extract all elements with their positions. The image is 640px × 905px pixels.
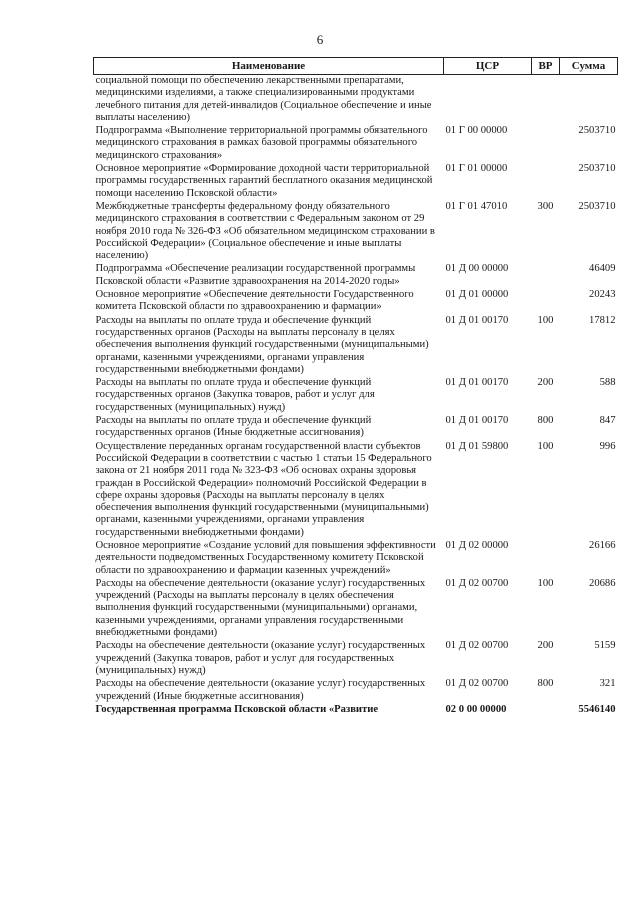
row-name: Основное мероприятие «Обеспечение деятельности Государственного комитета Псковской области по здравоохранению и фармации» <box>95 289 414 313</box>
row-vr: 100 <box>537 577 554 589</box>
table-row <box>94 704 618 717</box>
row-vr: 800 <box>537 678 554 690</box>
table-body <box>94 75 618 718</box>
row-vr: 100 <box>537 314 554 326</box>
header-sum: Сумма <box>560 58 618 75</box>
row-csr: 01 Д 02 00700 <box>445 577 509 589</box>
page-number: 6 <box>316 32 324 47</box>
row-name: Основное мероприятие «Формирование доходной части территориальной программы государственных гарантий бесплатного оказания медицинской помощи населению Псковской области» <box>95 163 433 199</box>
table-header <box>94 58 618 75</box>
row-name: Государственная программа Псковской области «Развитие <box>95 703 379 715</box>
row-name: Расходы на выплаты по оплате труда и обеспечение функций государственных органов (Иные бюджетные ассигнования) <box>95 415 372 439</box>
header-vr: ВР <box>532 58 560 75</box>
row-name: Подпрограмма «Выполнение территориальной программы обязательного медицинского страхования в рамках базовой программы обязательного медицинского страхования» <box>95 125 428 161</box>
row-sum: 2503710 <box>578 163 616 175</box>
row-vr <box>532 163 560 201</box>
row-vr <box>532 263 560 289</box>
row-name: Расходы на обеспечение деятельности (оказание услуг) государственных учреждений (Закупка товаров, работ и услуг для государственных (муниципальных) нужд) <box>95 640 426 676</box>
table-row <box>94 540 618 578</box>
row-sum: 5546140 <box>578 703 616 715</box>
table-row <box>94 263 618 289</box>
table-row <box>94 289 618 315</box>
row-csr: 01 Д 01 00170 <box>445 314 509 326</box>
row-sum: 847 <box>599 415 616 427</box>
row-csr: 01 Д 02 00700 <box>445 678 509 690</box>
table-row <box>94 201 618 263</box>
row-csr: 02 0 00 00000 <box>445 703 507 715</box>
row-sum <box>560 75 618 126</box>
row-csr: 01 Г 01 47010 <box>445 200 508 212</box>
row-vr: 300 <box>537 200 554 212</box>
row-csr: 01 Д 01 00170 <box>445 377 509 389</box>
row-vr: 200 <box>537 377 554 389</box>
table-row <box>94 75 618 126</box>
row-csr: 01 Г 00 00000 <box>445 125 508 137</box>
header-name: Наименование <box>94 58 444 75</box>
table-row <box>94 163 618 201</box>
row-csr: 01 Д 01 00000 <box>445 289 509 301</box>
row-name: Основное мероприятие «Создание условий для повышения эффективности деятельности подведомственных Государственному комитету Псковской области по здравоохранению и фармации казенных учреждений» <box>95 539 436 576</box>
row-vr: 800 <box>537 415 554 427</box>
row-sum: 46409 <box>589 263 616 275</box>
row-name: Подпрограмма «Обеспечение реализации государственной программы Псковской области «Развитие здравоохранения на 2014-2020 годы» <box>95 263 416 287</box>
row-name: Расходы на обеспечение деятельности (оказание услуг) государственных учреждений (Расходы на выплаты персоналу в целях обеспечения выполнения функций государственными (муниципальными) органами, казенными учреждениями, органами управления государственными внебюджетными фондами) <box>95 577 426 639</box>
row-vr <box>532 289 560 315</box>
row-vr: 200 <box>537 640 554 652</box>
table-row <box>94 377 618 415</box>
table-row <box>94 640 618 678</box>
row-csr: 01 Д 02 00700 <box>445 640 509 652</box>
row-sum: 20243 <box>589 289 616 301</box>
row-vr <box>532 704 560 717</box>
row-name: Межбюджетные трансферты федеральному фонду обязательного медицинского страхования в соответствии с Федеральным законом от 29 ноября 2010 года № 326-ФЗ «Об обязательном медицинском страховании в Российской Федерации» (Социальное обеспечение и иные выплаты населению) <box>95 200 435 262</box>
row-csr: 01 Д 01 00170 <box>445 415 509 427</box>
row-csr <box>444 75 532 126</box>
row-csr: 01 Д 02 00000 <box>445 539 509 551</box>
table-row <box>94 125 618 163</box>
row-sum: 17812 <box>589 314 616 326</box>
row-sum: 5159 <box>594 640 616 652</box>
row-name: Расходы на выплаты по оплате труда и обеспечение функций государственных органов (Расходы на выплаты персоналу в целях обеспечения выполнения функций государственными (муниципальными) органами, казенными учреждениями, органами управления государственными внебюджетными фондами) <box>95 314 429 375</box>
row-name: Расходы на обеспечение деятельности (оказание услуг) государственных учреждений (Иные бюджетные ассигнования) <box>95 678 426 702</box>
row-name: Расходы на выплаты по оплате труда и обеспечение функций государственных органов (Закупка товаров, работ и услуг для государственных (муниципальных) нужд) <box>95 377 375 413</box>
row-csr: 01 Д 00 00000 <box>445 263 509 275</box>
row-sum: 2503710 <box>578 200 616 212</box>
row-sum: 20686 <box>589 577 616 589</box>
table-row <box>94 578 618 640</box>
row-sum: 2503710 <box>578 125 616 137</box>
header-csr: ЦСР <box>444 58 532 75</box>
row-vr <box>532 75 560 126</box>
row-vr: 100 <box>537 440 554 452</box>
table-row <box>94 678 618 704</box>
row-sum: 321 <box>599 678 616 690</box>
row-name: социальной помощи по обеспечению лекарственными препаратами, медицинскими изделиями, а также специализированными продуктами лечебного питания для детей-инвалидов (Социальное обеспечение и иные выплаты населению) <box>95 75 432 123</box>
row-csr: 01 Д 01 59800 <box>445 440 509 452</box>
row-name: Осуществление переданных органам государственной власти субъектов Российской Федерации в соответствии с частью 1 статьи 15 Федерального закона от 21 ноября 2011 года № 323-ФЗ «Об основах охраны здоровья граждан в Российской Федерации» полномочий Российской Федерации в сфере охраны здоровья (Расходы на выплаты персоналу в целях обеспечения выполнения функций государственными (муниципальными) органами, казенными учреждениями, органами управления государственными внебюджетными фондами) <box>95 440 432 538</box>
row-sum: 26166 <box>589 539 616 551</box>
row-vr <box>532 540 560 578</box>
row-sum: 588 <box>599 377 616 389</box>
row-sum: 996 <box>599 440 616 452</box>
table-row <box>94 315 618 377</box>
table-row <box>94 415 618 441</box>
row-vr <box>532 125 560 163</box>
budget-table <box>93 57 618 717</box>
table-row <box>94 441 618 540</box>
row-csr: 01 Г 01 00000 <box>445 163 508 175</box>
